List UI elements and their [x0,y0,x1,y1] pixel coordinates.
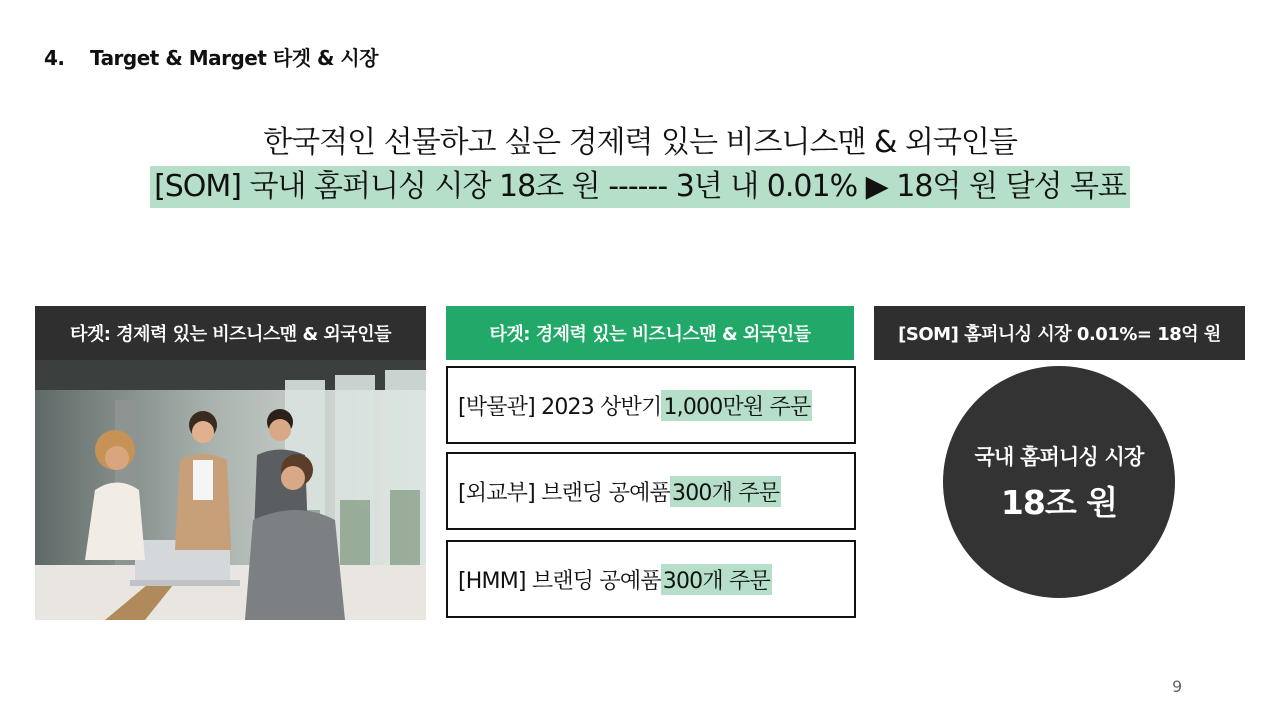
order-item-text: [외교부] 브랜딩 공예품 [458,480,671,506]
headline-line-2: [SOM] 국내 홈퍼니싱 시장 18조 원 ------ 3년 내 0.01% ▶ 18억 원 달성 목표 [150,166,1130,208]
left-card-header: 타겟: 경제력 있는 비즈니스맨 & 외국인들 [35,306,426,360]
market-size-circle [943,366,1175,598]
order-item-text: [HMM] 브랜딩 공예품 [458,568,661,594]
right-card-header: [SOM] 홈퍼니싱 시장 0.01%= 18억 원 [874,306,1245,360]
page-number: 9 [1172,677,1183,696]
order-item-museum [446,366,856,444]
section-number: 4. [44,46,65,70]
order-item-highlight: 1,000만원 주문 [661,390,812,421]
order-item-highlight: 300개 주문 [670,476,781,507]
section-heading: Target & Marget 타겟 & 시장 [90,46,379,70]
business-meeting-photo [35,360,426,620]
section-title [44,42,378,71]
market-size-value: 18조 원 [1000,482,1118,522]
headline [0,122,1280,208]
order-item-highlight: 300개 주문 [661,564,772,595]
headline-line-1: 한국적인 선물하고 싶은 경제력 있는 비즈니스맨 & 외국인들 [263,125,1017,160]
order-item-foreign-ministry [446,452,856,530]
market-size-label: 국내 홈퍼니싱 시장 [974,444,1144,469]
middle-card-header: 타겟: 경제력 있는 비즈니스맨 & 외국인들 [446,306,854,360]
order-item-hmm [446,540,856,618]
order-item-text: [박물관] 2023 상반기 [458,394,662,420]
